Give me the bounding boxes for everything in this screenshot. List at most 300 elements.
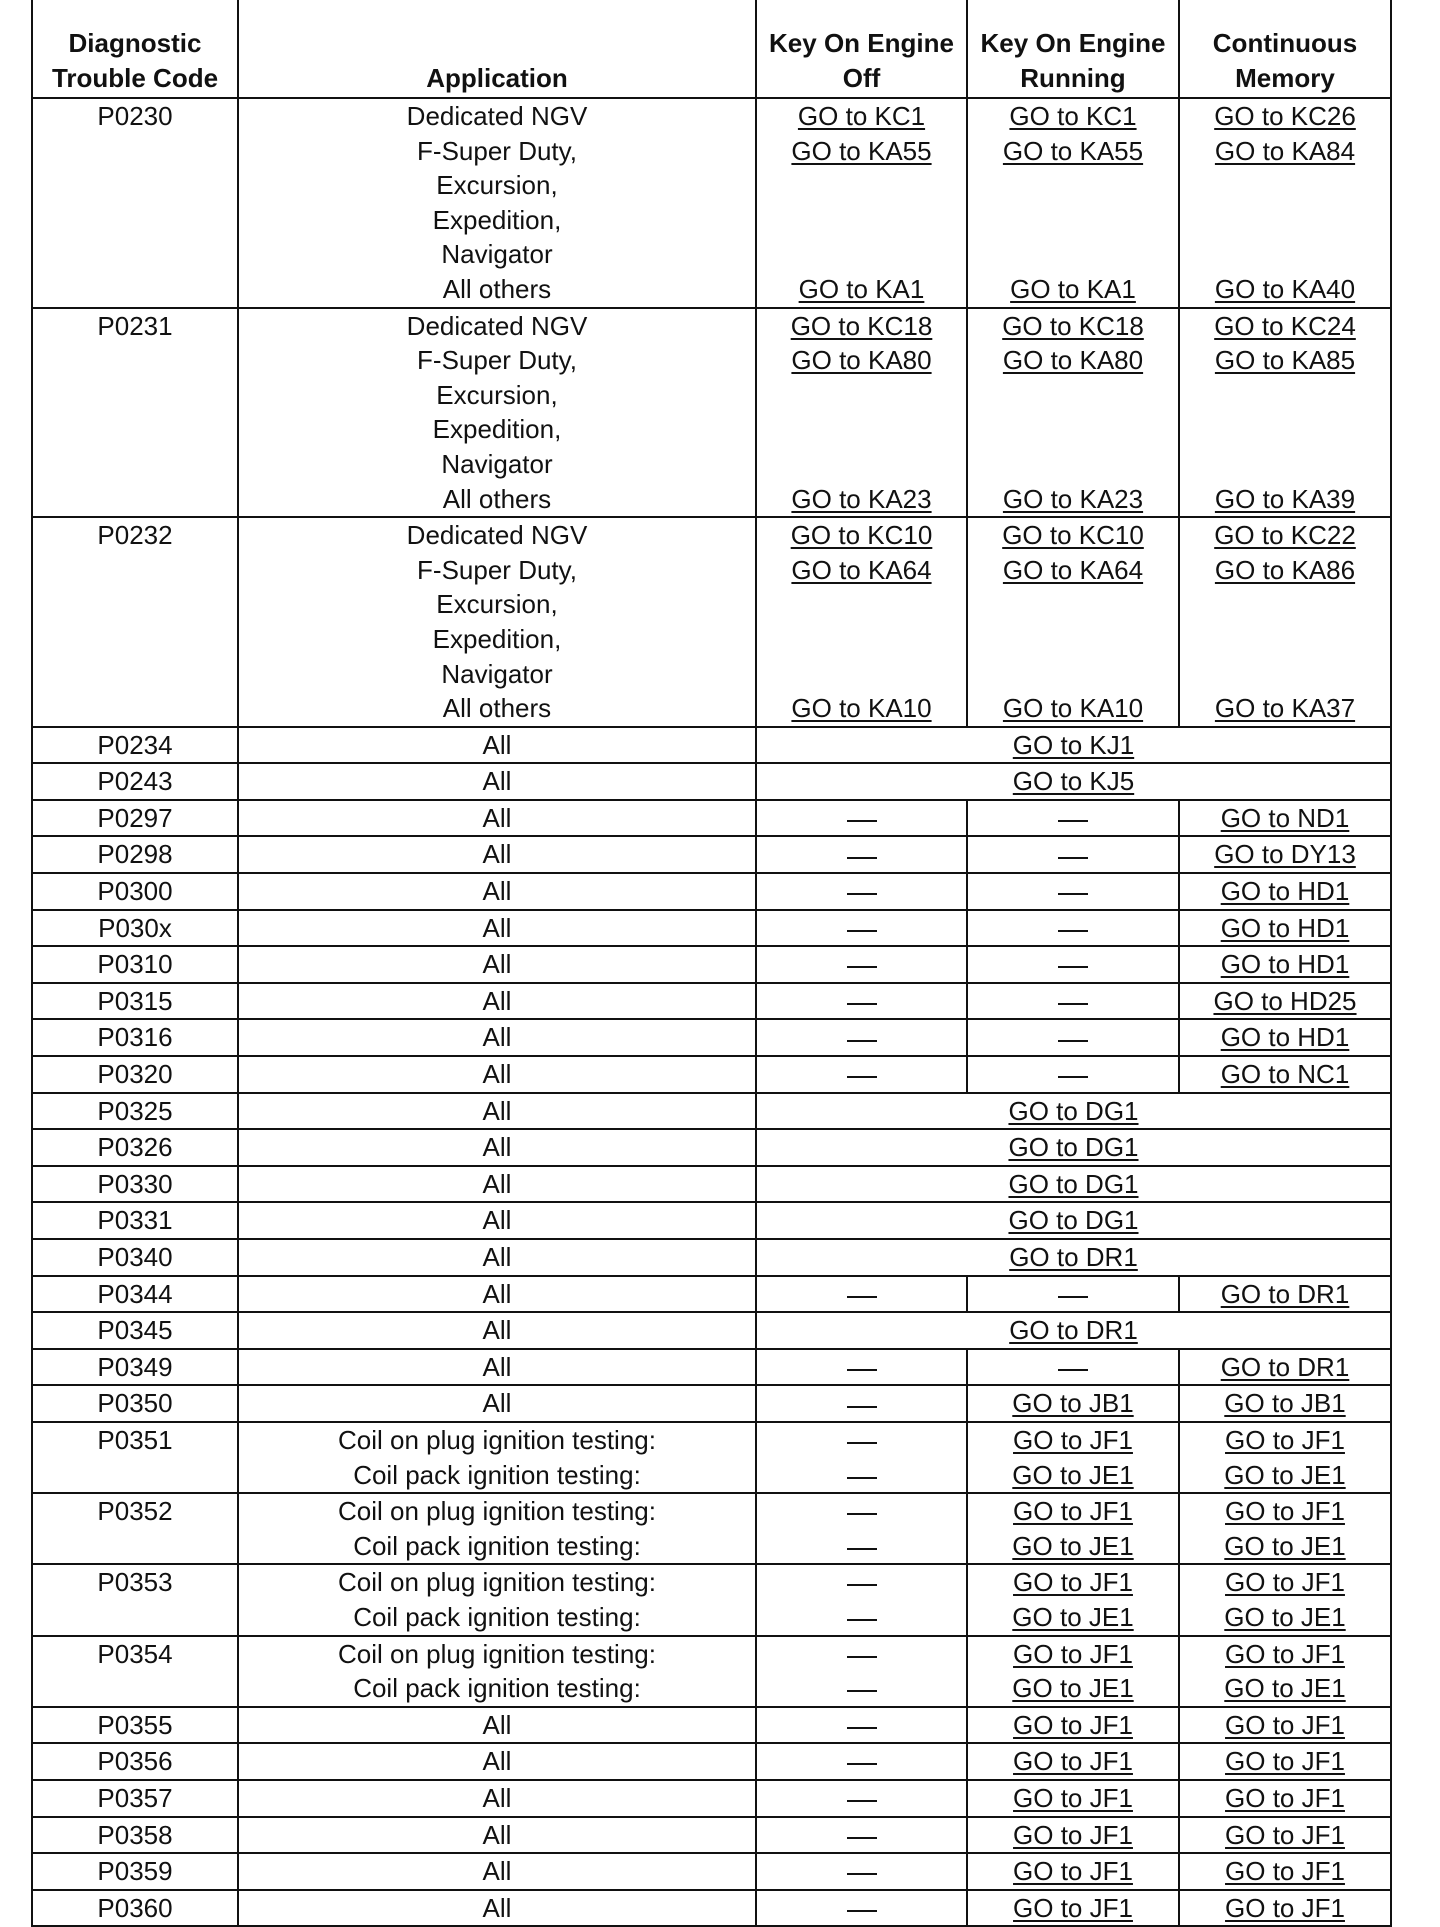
dash-text <box>847 1582 877 1586</box>
go-link-koeo[interactable]: GO to KC10 <box>790 520 933 551</box>
go-link-cm[interactable]: GO to KC24 <box>1214 310 1356 341</box>
dtc-row <box>32 1890 1391 1927</box>
header-koer-line-1: Key On Engine <box>980 28 1166 58</box>
dtc-row <box>32 873 1391 910</box>
go-link-cm[interactable]: GO to KC26 <box>1214 101 1356 131</box>
go-link-koer[interactable]: GO to JF1 <box>1013 1496 1133 1527</box>
dash-text <box>1058 855 1088 859</box>
go-link-cm[interactable]: GO to JF1 <box>1225 1709 1345 1740</box>
dtc-code: P0353 <box>97 1567 173 1598</box>
application-cell <box>238 1239 756 1276</box>
cell-line <box>968 1458 1178 1493</box>
application-cell <box>238 98 756 308</box>
application-line: Navigator <box>441 448 553 479</box>
go-link-cm[interactable]: GO to KA84 <box>1214 135 1356 166</box>
cell-line <box>968 1891 1178 1926</box>
dtc-row <box>32 1276 1391 1313</box>
application-line: All <box>482 1168 512 1199</box>
go-link-cm[interactable]: GO to KA85 <box>1214 345 1356 376</box>
koer-cell <box>967 1817 1179 1854</box>
dash-text <box>1058 1074 1088 1078</box>
header-application <box>238 0 756 98</box>
dash-text <box>847 891 877 895</box>
dtc-row <box>32 1093 1391 1130</box>
koeo-cell <box>756 1636 967 1707</box>
cell-line <box>1180 482 1390 517</box>
dash-text <box>1058 891 1088 895</box>
application-line: All others <box>442 693 552 724</box>
cell-line <box>968 1386 1178 1421</box>
dtc-row <box>32 800 1391 837</box>
cm-cell <box>1179 946 1391 983</box>
dtc-code-cell <box>32 836 238 873</box>
dash-text <box>847 964 877 968</box>
dtc-table-body <box>32 98 1391 1926</box>
application-cell <box>238 1493 756 1564</box>
header-code-line-2: Trouble Code <box>51 63 219 93</box>
cell-line <box>968 1818 1178 1853</box>
application-cell <box>238 1056 756 1093</box>
all-modes-cell <box>756 1312 1391 1349</box>
cell-line <box>757 1167 1390 1202</box>
cell-line <box>1180 447 1390 482</box>
koeo-cell <box>756 946 967 983</box>
cell-line <box>757 691 966 726</box>
application-line: All <box>482 839 512 870</box>
cell-line <box>757 1277 966 1312</box>
go-link-koer[interactable]: GO to KA80 <box>1002 345 1144 376</box>
dtc-code: P0349 <box>97 1351 173 1382</box>
dtc-code: P0231 <box>97 310 173 341</box>
go-link-cm[interactable]: GO to NC1 <box>1220 1059 1350 1090</box>
koeo-cell <box>756 1707 967 1744</box>
cell-line <box>757 1744 966 1779</box>
cell-line <box>757 518 966 553</box>
dtc-code-cell <box>32 1166 238 1203</box>
koer-cell <box>967 1564 1179 1635</box>
application-line: All <box>482 1315 512 1346</box>
go-link-koer[interactable]: GO to JF1 <box>1013 1782 1133 1813</box>
dtc-code: P0350 <box>97 1388 173 1419</box>
go-link-cm[interactable]: GO to ND1 <box>1220 802 1350 833</box>
dtc-row <box>32 763 1391 800</box>
go-link-koeo[interactable]: GO to KC1 <box>797 101 926 131</box>
dtc-code: P0316 <box>97 1022 173 1053</box>
cm-cell <box>1179 1493 1391 1564</box>
cell-line <box>1180 874 1390 909</box>
cell-line <box>968 1708 1178 1743</box>
cell-line <box>757 1094 1390 1129</box>
dash-text <box>847 1440 877 1444</box>
go-link-cm[interactable]: GO to JF1 <box>1225 1856 1345 1887</box>
cell-line <box>757 1708 966 1743</box>
dtc-table-sheet <box>31 0 1392 1927</box>
dtc-code-cell <box>32 1817 238 1854</box>
go-link-koer[interactable]: GO to KA55 <box>1002 135 1144 166</box>
dtc-row <box>32 1166 1391 1203</box>
koeo-cell <box>756 873 967 910</box>
dtc-row <box>32 1349 1391 1386</box>
cell-line <box>757 911 966 946</box>
cell-line <box>968 237 1178 272</box>
cell-line <box>968 1637 1178 1672</box>
application-line: All <box>482 1892 512 1923</box>
koer-cell <box>967 1853 1179 1890</box>
go-link-cm[interactable]: GO to KC22 <box>1214 520 1356 551</box>
application-cell <box>238 1385 756 1422</box>
cell-line <box>968 1494 1178 1529</box>
application-line: F-Super Duty, <box>417 345 577 376</box>
go-link-koeo[interactable]: GO to KA23 <box>791 483 932 514</box>
application-cell <box>238 1564 756 1635</box>
dtc-row <box>32 1202 1391 1239</box>
go-link-all-modes[interactable]: GO to DR1 <box>1009 1242 1138 1272</box>
cell-line <box>757 1494 966 1529</box>
application-cell <box>238 1202 756 1239</box>
dtc-code: P0230 <box>97 101 173 131</box>
go-link-all-modes[interactable]: GO to KJ1 <box>1012 729 1135 760</box>
cell-line <box>757 1057 966 1092</box>
application-line: Expedition, <box>432 204 562 235</box>
go-link-cm[interactable]: GO to JF1 <box>1225 1892 1345 1923</box>
dtc-code: P0326 <box>97 1132 173 1163</box>
koer-cell <box>967 910 1179 947</box>
go-link-all-modes[interactable]: GO to DG1 <box>1008 1205 1139 1236</box>
all-modes-cell <box>756 727 1391 764</box>
dtc-row <box>32 983 1391 1020</box>
go-link-koeo[interactable]: GO to KA10 <box>791 693 932 724</box>
go-link-cm[interactable]: GO to DY13 <box>1214 839 1356 870</box>
go-link-cm[interactable]: GO to HD1 <box>1220 1022 1350 1053</box>
go-link-cm[interactable]: GO to JF1 <box>1225 1638 1345 1669</box>
dash-text <box>847 1798 877 1802</box>
header-code-line-1: Diagnostic <box>68 28 202 58</box>
go-link-koer[interactable]: GO to JF1 <box>1013 1892 1133 1923</box>
koeo-cell <box>756 1853 967 1890</box>
header-cm-line-1: Continuous <box>1212 28 1358 58</box>
koer-cell <box>967 1743 1179 1780</box>
koer-cell <box>967 983 1179 1020</box>
go-link-cm[interactable]: GO to JF1 <box>1225 1496 1345 1527</box>
cell-line <box>757 1130 1390 1165</box>
cell-line <box>968 1671 1178 1706</box>
cell-line <box>757 874 966 909</box>
dtc-code: P0298 <box>97 839 173 870</box>
go-link-cm[interactable]: GO to HD1 <box>1220 949 1350 980</box>
cell-line <box>968 134 1178 169</box>
dtc-row <box>32 1493 1391 1564</box>
cell-line <box>757 1529 966 1564</box>
cell-line <box>757 272 966 307</box>
cell-line <box>1180 1529 1390 1564</box>
cell-line <box>757 378 966 413</box>
go-link-koer[interactable]: GO to JF1 <box>1013 1424 1133 1455</box>
dtc-code-cell <box>32 1422 238 1493</box>
go-link-koeo[interactable]: GO to KA80 <box>791 345 932 376</box>
header-code <box>32 0 238 98</box>
go-link-cm[interactable]: GO to HD1 <box>1220 912 1350 943</box>
dtc-code-cell <box>32 1385 238 1422</box>
go-link-all-modes[interactable]: GO to KJ5 <box>1012 766 1135 797</box>
dtc-code-cell <box>32 1707 238 1744</box>
cell-line <box>1180 1600 1390 1635</box>
cell-line <box>1180 947 1390 982</box>
application-cell <box>238 1166 756 1203</box>
go-link-koer[interactable]: GO to JF1 <box>1013 1819 1133 1850</box>
dtc-row <box>32 1636 1391 1707</box>
go-link-cm[interactable]: GO to JF1 <box>1225 1819 1345 1850</box>
dash-text <box>847 1404 877 1408</box>
dash-text <box>847 818 877 822</box>
cell-line <box>968 622 1178 657</box>
application-line: Coil on plug ignition testing: <box>338 1638 656 1669</box>
application-cell <box>238 727 756 764</box>
cell-line <box>968 168 1178 203</box>
go-link-koer[interactable]: GO to KA23 <box>1002 483 1144 514</box>
go-link-cm[interactable]: GO to JF1 <box>1225 1782 1345 1813</box>
go-link-koer[interactable]: GO to JF1 <box>1013 1856 1133 1887</box>
koeo-cell <box>756 1019 967 1056</box>
koer-cell <box>967 1349 1179 1386</box>
dtc-code: P0315 <box>97 985 173 1016</box>
cell-line <box>968 99 1178 134</box>
cell-line <box>757 1350 966 1385</box>
dtc-row <box>32 1422 1391 1493</box>
go-link-all-modes[interactable]: GO to DG1 <box>1008 1095 1139 1126</box>
go-link-all-modes[interactable]: GO to DG1 <box>1008 1168 1139 1199</box>
go-link-koeo[interactable]: GO to KA1 <box>798 273 925 304</box>
cell-line <box>1180 1494 1390 1529</box>
cm-cell <box>1179 800 1391 837</box>
dash-text <box>847 1654 877 1658</box>
header-koer-line-2: Running <box>1020 63 1126 93</box>
go-link-cm[interactable]: GO to JE1 <box>1224 1601 1346 1632</box>
dtc-code: P0357 <box>97 1782 173 1813</box>
cell-line <box>1180 1781 1390 1816</box>
dtc-row <box>32 1564 1391 1635</box>
cell-line <box>1180 1891 1390 1926</box>
koer-cell <box>967 800 1179 837</box>
cell-line <box>1180 1020 1390 1055</box>
cm-cell <box>1179 517 1391 727</box>
go-link-cm[interactable]: GO to KA86 <box>1214 554 1356 585</box>
koeo-cell <box>756 1493 967 1564</box>
go-link-cm[interactable]: GO to DR1 <box>1220 1351 1350 1382</box>
dtc-code: P0345 <box>97 1315 173 1346</box>
dtc-code-cell <box>32 873 238 910</box>
application-line: All <box>482 1242 512 1272</box>
go-link-koer[interactable]: GO to KA10 <box>1002 693 1144 724</box>
dtc-row <box>32 1019 1391 1056</box>
dash-text <box>847 1908 877 1912</box>
go-link-koer[interactable]: GO to JF1 <box>1013 1567 1133 1598</box>
cell-line <box>968 1781 1178 1816</box>
cell-line <box>757 1203 1390 1238</box>
cell-line <box>757 1565 966 1600</box>
application-cell <box>238 1019 756 1056</box>
go-link-koer[interactable]: GO to JE1 <box>1012 1673 1134 1704</box>
dash-text <box>1058 818 1088 822</box>
go-link-cm[interactable]: GO to JF1 <box>1225 1567 1345 1598</box>
go-link-koer[interactable]: GO to JE1 <box>1012 1459 1134 1490</box>
application-line: Coil on plug ignition testing: <box>338 1567 656 1598</box>
go-link-cm[interactable]: GO to JE1 <box>1224 1530 1346 1561</box>
koeo-cell <box>756 1276 967 1313</box>
cell-line <box>968 1057 1178 1092</box>
koer-cell <box>967 873 1179 910</box>
go-link-koer[interactable]: GO to JE1 <box>1012 1601 1134 1632</box>
go-link-koer[interactable]: GO to JF1 <box>1013 1638 1133 1669</box>
dtc-row <box>32 1780 1391 1817</box>
cell-line <box>757 99 966 134</box>
dtc-code: P030x <box>98 912 172 943</box>
cm-cell <box>1179 1743 1391 1780</box>
dash-text <box>847 1725 877 1729</box>
go-link-cm[interactable]: GO to JE1 <box>1224 1459 1346 1490</box>
application-cell <box>238 763 756 800</box>
dtc-code-cell <box>32 1493 238 1564</box>
cell-line <box>968 518 1178 553</box>
cell-line <box>1180 837 1390 872</box>
cell-line <box>757 1020 966 1055</box>
application-line: All <box>482 1132 512 1163</box>
go-link-koer[interactable]: GO to KC10 <box>1002 520 1144 551</box>
all-modes-cell <box>756 1166 1391 1203</box>
dtc-code: P0355 <box>97 1709 173 1740</box>
koeo-cell <box>756 910 967 947</box>
go-link-cm[interactable]: GO to HD1 <box>1220 876 1350 907</box>
dtc-code-cell <box>32 1780 238 1817</box>
go-link-cm[interactable]: GO to KA37 <box>1214 693 1356 724</box>
application-line: All <box>482 729 512 760</box>
go-link-all-modes[interactable]: GO to DR1 <box>1009 1315 1138 1346</box>
dtc-code-cell <box>32 1564 238 1635</box>
cell-line <box>757 237 966 272</box>
go-link-cm[interactable]: GO to JF1 <box>1225 1746 1345 1777</box>
cell-line <box>757 1671 966 1706</box>
go-link-koer[interactable]: GO to KC1 <box>1009 101 1137 131</box>
application-line: Navigator <box>441 239 553 270</box>
cm-cell <box>1179 1707 1391 1744</box>
application-cell <box>238 1349 756 1386</box>
dtc-row <box>32 836 1391 873</box>
dash-text <box>847 1835 877 1839</box>
cm-cell <box>1179 98 1391 308</box>
cell-line <box>757 1458 966 1493</box>
dtc-row <box>32 946 1391 983</box>
cell-line <box>757 309 966 344</box>
cm-cell <box>1179 1056 1391 1093</box>
cell-line <box>968 947 1178 982</box>
dtc-code: P0360 <box>97 1892 173 1923</box>
go-link-cm[interactable]: GO to KA39 <box>1214 483 1356 514</box>
koeo-cell <box>756 1817 967 1854</box>
application-line: Expedition, <box>432 623 562 654</box>
dtc-code: P0356 <box>97 1746 173 1777</box>
cell-line <box>757 728 1390 763</box>
dtc-row <box>32 517 1391 727</box>
go-link-cm[interactable]: GO to JB1 <box>1224 1388 1346 1419</box>
cell-line <box>968 801 1178 836</box>
dash-text <box>1058 1001 1088 1005</box>
dtc-code-cell <box>32 910 238 947</box>
go-link-koeo[interactable]: GO to KA64 <box>791 554 932 585</box>
cell-line <box>968 984 1178 1019</box>
go-link-koer[interactable]: GO to KA64 <box>1002 554 1144 585</box>
cell-line <box>1180 203 1390 238</box>
application-cell <box>238 517 756 727</box>
cell-line <box>968 272 1178 307</box>
all-modes-cell <box>756 763 1391 800</box>
go-link-koeo[interactable]: GO to KA55 <box>791 135 932 166</box>
cell-line <box>757 134 966 169</box>
go-link-cm[interactable]: GO to JE1 <box>1224 1673 1346 1704</box>
go-link-all-modes[interactable]: GO to DG1 <box>1008 1132 1139 1163</box>
koeo-cell <box>756 1780 967 1817</box>
dtc-code: P0359 <box>97 1856 173 1887</box>
cell-line <box>1180 134 1390 169</box>
go-link-cm[interactable]: GO to DR1 <box>1220 1278 1350 1309</box>
koeo-cell <box>756 1890 967 1927</box>
go-link-cm[interactable]: GO to KA40 <box>1214 273 1356 304</box>
dtc-row <box>32 308 1391 518</box>
cell-line <box>1180 691 1390 726</box>
application-line: All <box>482 1819 512 1850</box>
dtc-code: P0331 <box>97 1205 173 1236</box>
application-line: Dedicated NGV <box>406 310 588 341</box>
go-link-koer[interactable]: GO to KC18 <box>1002 310 1144 341</box>
koer-cell <box>967 1019 1179 1056</box>
cm-cell <box>1179 1349 1391 1386</box>
cell-line <box>757 1386 966 1421</box>
dash-text <box>847 1688 877 1692</box>
go-link-cm[interactable]: GO to JF1 <box>1225 1424 1345 1455</box>
cell-line <box>757 1423 966 1458</box>
go-link-koer[interactable]: GO to JB1 <box>1012 1388 1134 1419</box>
all-modes-cell <box>756 1202 1391 1239</box>
dtc-code-cell <box>32 1853 238 1890</box>
cell-line <box>757 447 966 482</box>
go-link-koer[interactable]: GO to JF1 <box>1013 1746 1133 1777</box>
application-cell <box>238 800 756 837</box>
go-link-koer[interactable]: GO to JF1 <box>1013 1709 1133 1740</box>
dtc-code: P0352 <box>97 1496 173 1527</box>
cell-line <box>1180 309 1390 344</box>
dash-text <box>847 1871 877 1875</box>
go-link-cm[interactable]: GO to HD25 <box>1213 985 1357 1016</box>
cell-line <box>1180 518 1390 553</box>
application-line: Coil pack ignition testing: <box>353 1530 641 1561</box>
all-modes-cell <box>756 1129 1391 1166</box>
cell-line <box>757 837 966 872</box>
cm-cell <box>1179 836 1391 873</box>
koer-cell <box>967 1636 1179 1707</box>
cell-line <box>757 1313 1390 1348</box>
application-cell <box>238 308 756 518</box>
koer-cell <box>967 308 1179 518</box>
header-cm <box>1179 0 1391 98</box>
cell-line <box>1180 1386 1390 1421</box>
go-link-koeo[interactable]: GO to KC18 <box>790 310 933 341</box>
cell-line <box>1180 412 1390 447</box>
cell-line <box>1180 1057 1390 1092</box>
dtc-code: P0320 <box>97 1059 173 1090</box>
go-link-koer[interactable]: GO to JE1 <box>1012 1530 1134 1561</box>
go-link-koer[interactable]: GO to KA1 <box>1010 273 1136 304</box>
application-line: Excursion, <box>436 170 558 201</box>
koeo-cell <box>756 1056 967 1093</box>
dtc-code: P0340 <box>97 1242 173 1272</box>
